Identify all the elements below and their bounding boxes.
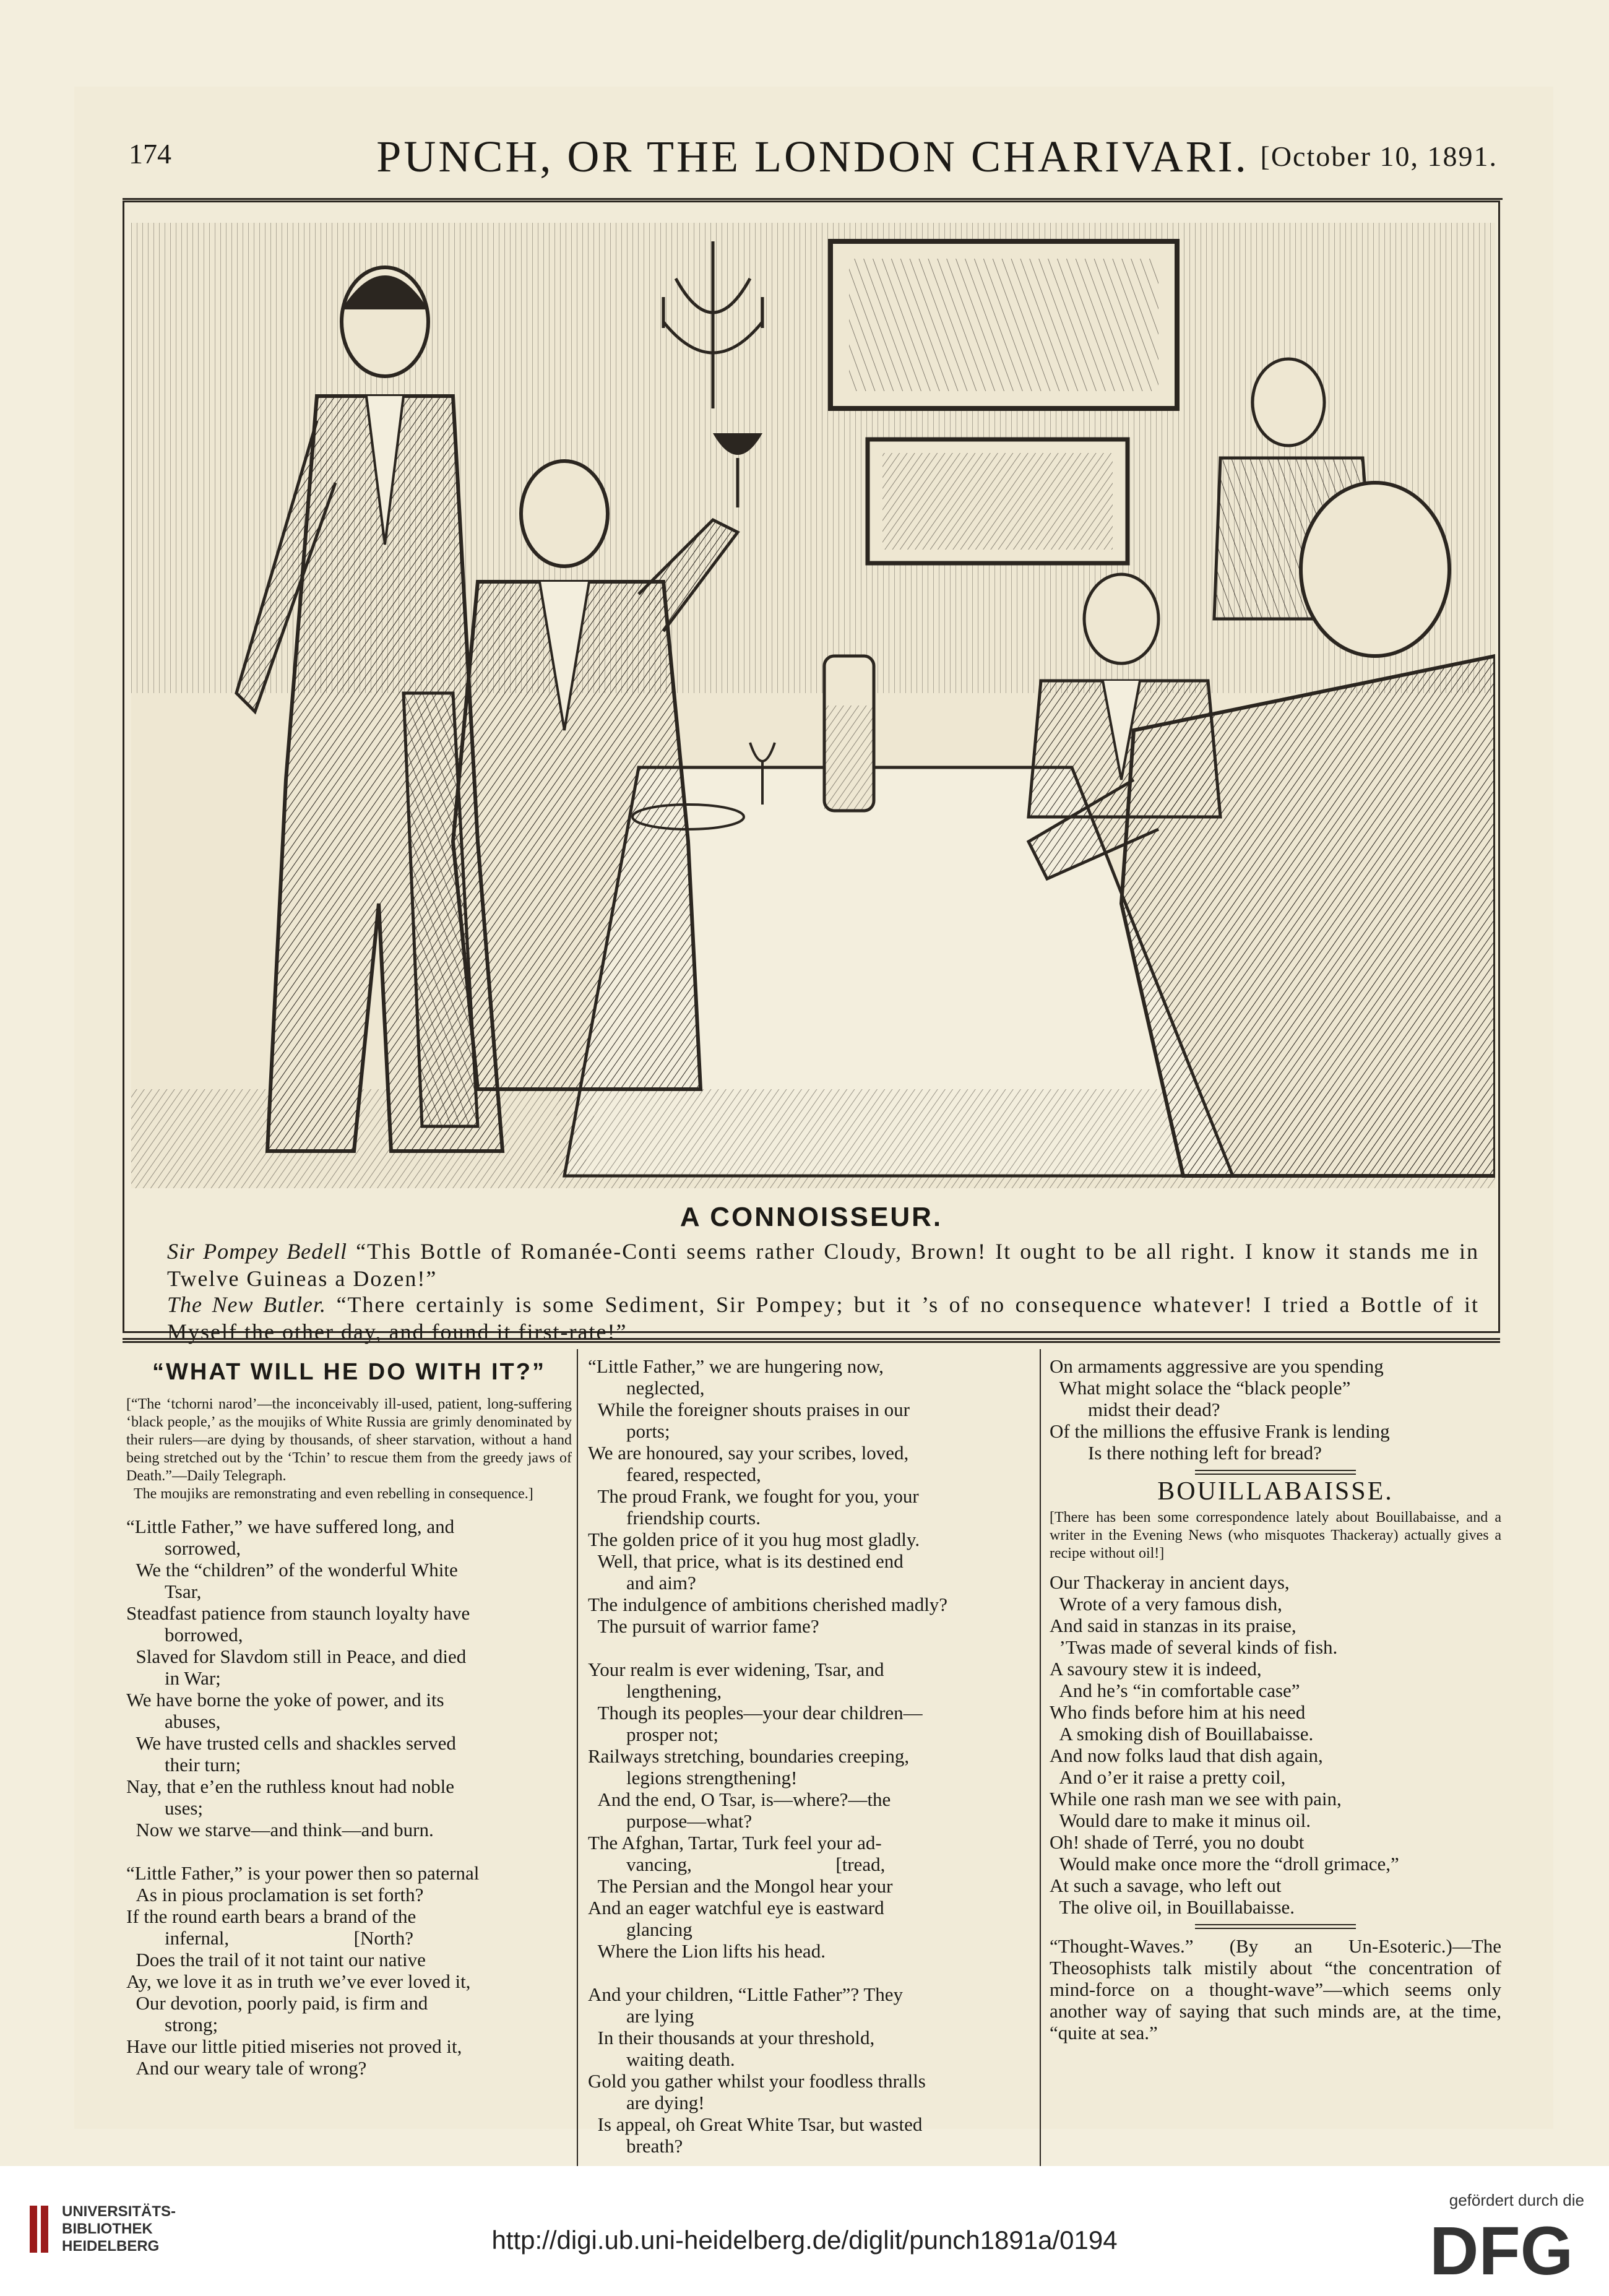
- column-3: [1050, 1355, 1505, 2178]
- funding-label: gefördert durch die: [1449, 2191, 1584, 2209]
- caption-line-1: [167, 1238, 1479, 1292]
- page-number: 174: [129, 138, 171, 170]
- column-1: [126, 1355, 572, 2178]
- page-header: [123, 124, 1503, 200]
- caption-text-1: “This Bottle of Romanée-Conti seems rather Cloudy, Brown! It ought to be all right. I know it stands me in Twelve Guineas a Dozen!”: [167, 1239, 1479, 1291]
- dfg-logo-icon: [1430, 2216, 1584, 2284]
- svg-text:DFG: DFG: [1430, 2216, 1574, 2284]
- caption-speaker-1: Sir Pompey Bedell: [167, 1239, 348, 1264]
- library-logo-text: UNIVERSITÄTS- BIBLIOTHEK HEIDELBERG: [62, 2203, 176, 2255]
- article-note: [There has been some correspondence lately about Bouillabaisse, and a writer in the Evening News (who misquotes Thackeray) actually gives a recipe without oil!]: [1050, 1509, 1505, 1561]
- masthead: PUNCH, OR THE LONDON CHARIVARI.: [376, 132, 1249, 181]
- poem-verse: On armaments aggressive are you spending What might solace the “black people” midst their dead? Of the millions the effusive Frank is lending Is there nothing left for bread?: [1050, 1355, 1390, 1464]
- paragraph: “Thought-Waves.” (By an Un-Esoteric.)—The Theosophists talk mistily about “the concentration of mind-force on a thought-wave”—which seems only another way of saying that such minds are, at the time, “quite at sea.”: [1050, 1935, 1501, 2044]
- divider: [1195, 1470, 1356, 1475]
- viewer-footer: [0, 2166, 1609, 2296]
- column-rule: [1040, 1349, 1041, 2178]
- column-rule: [577, 1349, 578, 2178]
- article-title: “WHAT WILL HE DO WITH IT?”: [152, 1359, 546, 1385]
- poem-verse: Our Thackeray in ancient days, Wrote of a very famous dish, And said in stanzas in its praise, ’Twas made of several kinds of fish. A savoury stew it is indeed, And he’s “in comfortable case” Who finds before him at his need A smoking dish of Bouillabaisse. And now folks laud that dish again, And o’er it raise a pretty coil, While one rash man we see with pain, Would dare to make it minus oil. Oh! shade of Terré, you no doubt Would make once more the “droll grimace,” At such a savage, who left out The olive oil, in Bouillabaisse.: [1050, 1571, 1399, 1918]
- caption-speaker-2: The New Butler.: [167, 1292, 327, 1317]
- poem-verse: “Little Father,” we are hungering now, neglected, While the foreigner shouts praises in our ports; We are honoured, say your scribes, loved, feared, respected, The proud Frank, we fought for you, your friendship courts. The golden price of it you hug most gladly. Well, that price, what is its destined end and aim? The indulgence of ambitions cherished madly? The pursuit of warrior fame? Your realm is ever widening, Tsar, and lengthening, Though its peoples—your dear children— prosper not; Railways stretching, boundaries creeping, legions strengthening! And the end, O Tsar, is—where?—the purpose—what? The Afghan, Tartar, Turk feel your ad- vancing, [tread, The Persian and the Mongol hear your And an eager watchful eye is eastward glancing Where the Lion lifts his head. And your children, “Little Father”? They are lying In their thousands at your threshold, waiting death. Gold you gather whilst your foodless thralls are dying! Is appeal, oh Great White Tsar, but wasted breath?: [588, 1355, 948, 2157]
- divider: [1195, 1924, 1356, 1929]
- caption-line-2: [167, 1291, 1479, 1345]
- column-2: [588, 1355, 1033, 2178]
- source-url[interactable]: http://digi.ub.uni-heidelberg.de/diglit/punch1891a/0194: [491, 2225, 1118, 2255]
- caption-text-2: “There certainly is some Sediment, Sir Pompey; but it ’s of no consequence whatever! I tried a Bottle of it Myself the other day, and found it first-rate!”: [167, 1292, 1480, 1344]
- article-title: BOUILLABAISSE.: [1157, 1477, 1394, 1506]
- poem-verse: “Little Father,” we have suffered long, and sorrowed, We the “children” of the wonderful White Tsar, Steadfast patience from staunch loyalty have borrowed, Slaved for Slavdom still in Peace, and died in War; We have borne the yoke of power, and its abuses, We have trusted cells and shackles served their turn; Nay, that e’en the ruthless knout had noble uses; Now we starve—and think—and burn. “Little Father,” is your power then so paternal As in pious proclamation is set forth? If the round earth bears a brand of the infernal, [North? Does the trail of it not taint our native Ay, we love it as in truth we’ve ever loved it, Our devotion, poorly paid, is firm and strong; Have our little pitied miseries not proved it, And our weary tale of wrong?: [126, 1516, 480, 2079]
- article-note: [“The ‘tchorni narod’—the inconceivably ill-used, patient, long-suffering ‘black people,’ as the moujiks of White Russia are grimly denominated by their rulers—are dying by thousands, of sheer starvation, without a hand being stretched out by the ‘Tchin’ to rescue them from the greedy jaws of Death.”—Daily Telegraph. The moujiks are remonstrating and even rebelling in consequence.]: [126, 1396, 572, 1502]
- issue-date: [October 10, 1891.: [1260, 140, 1498, 172]
- newspaper-page: [74, 87, 1553, 2157]
- divider-double: [123, 1338, 1500, 1343]
- cartoon-illustration: [131, 223, 1495, 1188]
- cartoon-title: A CONNOISSEUR.: [679, 1202, 943, 1232]
